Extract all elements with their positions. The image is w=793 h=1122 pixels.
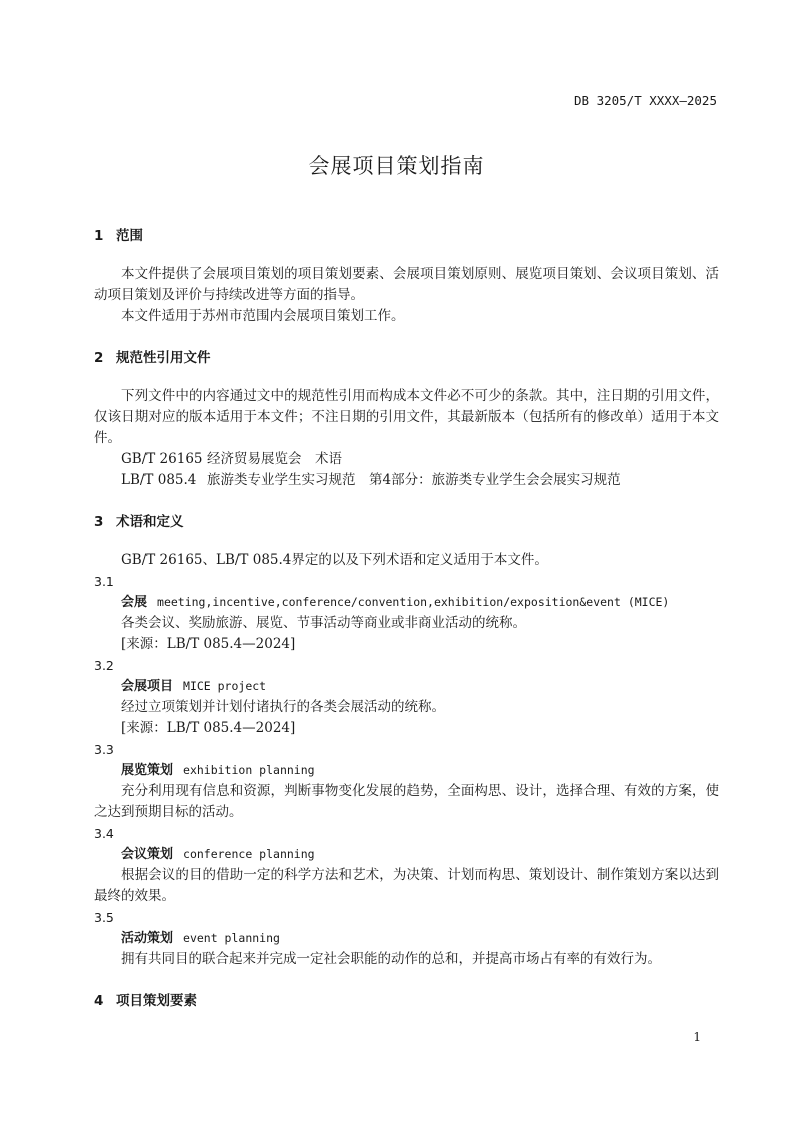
term-source: [来源：LB/T 085.4—2024] <box>121 636 296 652</box>
document-body <box>94 226 719 1011</box>
term-definition: 经过立项策划并计划付诸执行的各类会展活动的统称。 <box>121 699 445 715</box>
term-entry: 活动策划 event planning <box>121 931 280 946</box>
normative-reference: GB/T 26165 经济贸易展览会 术语 <box>121 451 342 467</box>
term-definition: 充分利用现有信息和资源，判断事物变化发展的趋势，全面构思、设计，选择合理、有效的方案，使之达到预期目标的活动。 <box>94 783 719 820</box>
term-definition: 根据会议的目的借助一定的科学方法和艺术，为决策、计划而构思、策划设计、制作策划方案以达到最终的效果。 <box>94 867 719 904</box>
section-heading-2: 2 规范性引用文件 <box>94 350 211 366</box>
term-number: 3.1 <box>94 574 114 589</box>
page-number: 1 <box>693 1030 701 1044</box>
paragraph: 本文件适用于苏州市范围内会展项目策划工作。 <box>121 308 405 324</box>
normative-reference: LB/T 085.4 旅游类专业学生实习规范 第4部分：旅游类专业学生会会展实习规范 <box>121 472 621 488</box>
section-heading-1: 1 范围 <box>94 228 143 244</box>
section-heading-4: 4 项目策划要素 <box>94 993 197 1009</box>
section-heading-3: 3 术语和定义 <box>94 514 184 530</box>
term-entry: 展览策划 exhibition planning <box>121 763 315 778</box>
document-code: DB 3205/T XXXX—2025 <box>574 93 717 108</box>
term-number: 3.2 <box>94 658 114 673</box>
term-number: 3.3 <box>94 742 114 757</box>
term-definition: 各类会议、奖励旅游、展览、节事活动等商业或非商业活动的统称。 <box>121 615 526 631</box>
term-number: 3.4 <box>94 826 114 841</box>
paragraph: GB/T 26165、LB/T 085.4界定的以及下列术语和定义适用于本文件。 <box>121 552 548 568</box>
term-entry: 会展项目 MICE project <box>121 679 267 694</box>
term-entry: 会议策划 conference planning <box>121 847 315 862</box>
term-source: [来源：LB/T 085.4—2024] <box>121 720 296 736</box>
term-number: 3.5 <box>94 910 114 925</box>
document-title: 会展项目策划指南 <box>308 154 485 178</box>
term-definition: 拥有共同目的联合起来并完成一定社会职能的动作的总和，并提高市场占有率的有效行为。 <box>121 951 661 967</box>
paragraph: 本文件提供了会展项目策划的项目策划要素、会展项目策划原则、展览项目策划、会议项目策划、活动项目策划及评价与持续改进等方面的指导。 <box>94 266 719 303</box>
term-entry: 会展 meeting,incentive,conference/convention,exhibition/exposition&event (MICE) <box>121 595 670 610</box>
paragraph: 下列文件中的内容通过文中的规范性引用而构成本文件必不可少的条款。其中，注日期的引用文件，仅该日期对应的版本适用于本文件；不注日期的引用文件，其最新版本（包括所有的修改单）适用于本文件。 <box>94 388 719 446</box>
